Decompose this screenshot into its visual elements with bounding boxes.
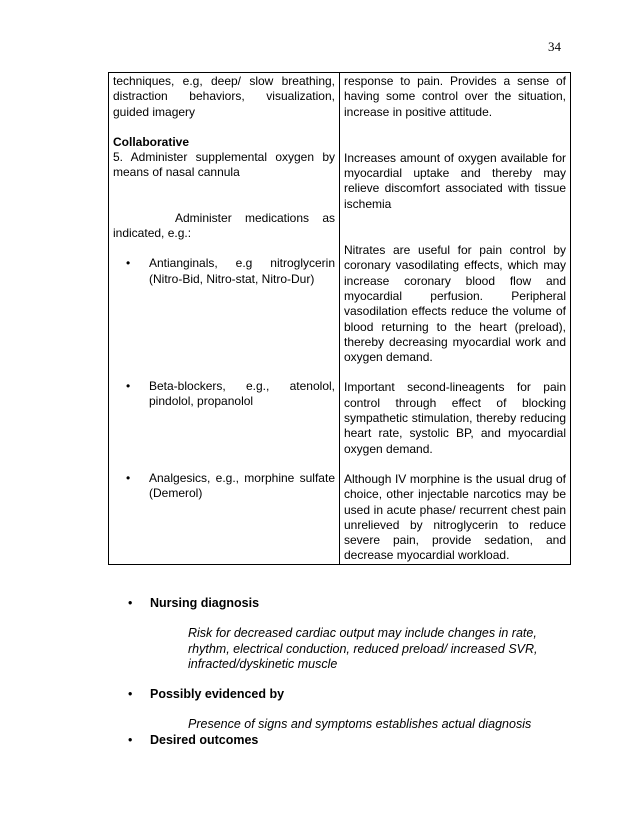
bullet-icon: • — [128, 732, 133, 747]
intro-intervention-text: techniques, e.g, deep/ slow breathing, distraction behaviors, visualization, guided imagery — [113, 74, 335, 119]
analgesics-text: Analgesics, e.g., morphine sulfate (Demerol) — [149, 470, 335, 500]
table-row — [109, 73, 571, 565]
oxygen-rationale: Increases amount of oxygen available for myocardial uptake and thereby may relieve discomfort associated with tissue ischemia — [344, 150, 566, 211]
bullet-icon: • — [126, 256, 131, 271]
list-item — [128, 596, 548, 612]
collaborative-heading: Collaborative — [113, 134, 190, 149]
beta-blockers-text: Beta-blockers, e.g., atenolol, pindolol, propanolol — [149, 378, 335, 409]
desired-outcomes-label: Desired outcomes — [150, 732, 259, 747]
nitrates-rationale: Nitrates are useful for pain control by coronary vasodilating effects, which may increase coronary blood flow and myocardial perfusion. Peripheral vasodilation effects reduce the volume of blood returning to the heart (preload), thereby decreasing myocardial work and oxygen demand. — [344, 243, 566, 365]
antianginals-text: Antianginals, e.g nitroglycerin (Nitro-Bid, Nitro-stat, Nitro-Dur) — [149, 256, 335, 286]
list-item — [113, 471, 335, 502]
diagnosis-section — [128, 596, 548, 749]
possibly-evidenced-label: Possibly evidenced by — [150, 687, 285, 702]
bullet-icon: • — [128, 596, 133, 610]
list-item — [113, 256, 335, 287]
rationale-column — [340, 73, 571, 565]
morphine-rationale: Although IV morphine is the usual drug of choice, other injectable narcotics may be used in acute phase/ recurrent chest pain unrelieved by nitroglycerin to reduce severe pain, provide sedation, and decrease myocardial workload. — [344, 471, 566, 563]
nursing-diagnosis-label: Nursing diagnosis — [150, 596, 260, 610]
bullet-icon: • — [128, 687, 133, 702]
interventions-column — [109, 73, 340, 565]
care-plan-table — [108, 72, 571, 565]
bullet-icon: • — [126, 378, 131, 393]
list-item — [113, 379, 335, 410]
list-item — [128, 733, 548, 749]
list-item — [128, 687, 548, 703]
page-number: 34 — [548, 39, 561, 54]
nursing-diagnosis-text: Risk for decreased cardiac output may include changes in rate, rhythm, electrical conduction, reduced preload/ increased SVR, infracted/dyskinetic muscle — [188, 625, 538, 672]
bullet-icon: • — [126, 470, 131, 485]
intervention-step-5: 5. Administer supplemental oxygen by means of nasal cannula — [113, 150, 335, 180]
evidenced-text: Presence of signs and symptoms establishes actual diagnosis — [188, 716, 532, 731]
administer-medications-text: Administer medications as indicated, e.g.: — [113, 210, 335, 241]
intro-rationale-text: response to pain. Provides a sense of having some control over the situation, increase in positive attitude. — [344, 74, 566, 119]
beta-blockers-rationale: Important second-lineagents for pain control through effect of blocking sympathetic stimulation, thereby reducing heart rate, systolic BP, and myocardial oxygen demand. — [344, 380, 566, 456]
